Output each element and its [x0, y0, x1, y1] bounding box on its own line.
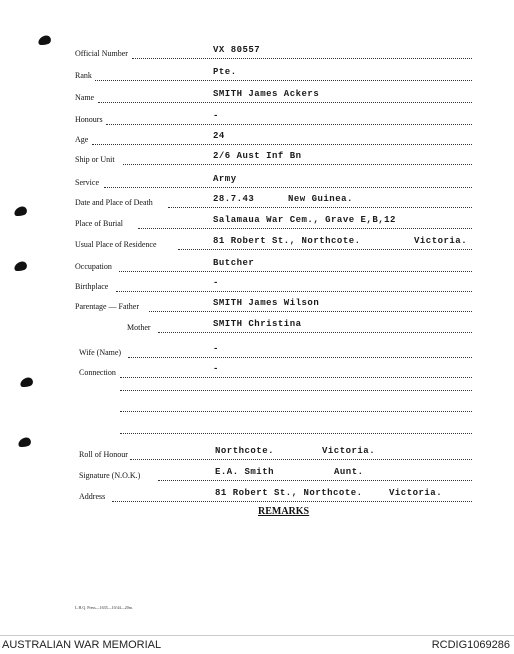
label-ship-or-unit: Ship or Unit [75, 155, 115, 164]
value-father: SMITH James Wilson [213, 298, 320, 308]
row-name [0, 89, 514, 105]
row-wife [0, 344, 514, 360]
label-age: Age [75, 135, 89, 144]
row-age [0, 131, 514, 147]
dotted-line [130, 459, 472, 460]
printer-imprint: L.H.Q. Press—1635—10/44—20m. [75, 605, 133, 610]
value-occupation: Butcher [213, 258, 255, 268]
dotted-line [98, 102, 472, 103]
row-mother [0, 319, 514, 335]
value-official-number: VX 80557 [213, 45, 261, 55]
dotted-line [168, 207, 472, 208]
row-rank [0, 67, 514, 83]
label-service: Service [75, 178, 99, 187]
dotted-line [116, 291, 472, 292]
row-ship-or-unit [0, 151, 514, 167]
dotted-line [178, 249, 472, 250]
label-address: Address [79, 492, 106, 501]
value-signature-relation: Aunt. [334, 467, 364, 477]
dotted-line [149, 311, 472, 312]
connection-blank-line-3 [120, 433, 472, 434]
value-rank: Pte. [213, 67, 237, 77]
value-place-of-burial: Salamaua War Cem., Grave E,B,12 [213, 215, 396, 225]
label-connection: Connection [79, 368, 116, 377]
label-occupation: Occupation [75, 262, 112, 271]
label-usual-residence: Usual Place of Residence [75, 240, 157, 249]
dotted-line [123, 164, 472, 165]
row-date-place-death [0, 194, 514, 210]
value-connection: - [213, 364, 219, 374]
row-place-of-burial [0, 215, 514, 231]
label-wife: Wife (Name) [79, 348, 122, 357]
dotted-line [138, 228, 472, 229]
value-roll-of-honour: Northcote. [215, 446, 275, 456]
label-official-number: Official Number [75, 49, 128, 58]
archive-footer [0, 635, 514, 654]
label-signature: Signature (N.O.K.) [79, 471, 141, 480]
value-name: SMITH James Ackers [213, 89, 320, 99]
value-birthplace: - [213, 278, 219, 288]
dotted-line [128, 357, 472, 358]
dotted-line [104, 187, 472, 188]
dotted-line [120, 377, 472, 378]
connection-blank-line-1 [120, 390, 472, 391]
row-father [0, 298, 514, 314]
value-mother: SMITH Christina [213, 319, 302, 329]
value-honours: - [213, 111, 219, 121]
dotted-line [106, 124, 472, 125]
label-birthplace: Birthplace [75, 282, 109, 291]
dotted-line [119, 271, 472, 272]
row-birthplace [0, 278, 514, 294]
value-service: Army [213, 174, 237, 184]
label-roll-of-honour: Roll of Honour [79, 450, 128, 459]
label-date-place-death: Date and Place of Death [75, 198, 153, 207]
value-usual-residence-state: Victoria. [414, 236, 468, 246]
label-place-of-burial: Place of Burial [75, 219, 123, 228]
dotted-line [132, 58, 472, 59]
row-signature [0, 467, 514, 483]
dotted-line [112, 501, 472, 502]
remarks-heading: REMARKS [258, 506, 310, 517]
row-connection [0, 364, 514, 380]
label-rank: Rank [75, 71, 92, 80]
row-honours [0, 111, 514, 127]
label-honours: Honours [75, 115, 103, 124]
row-usual-residence [0, 236, 514, 252]
row-address [0, 488, 514, 504]
dotted-line [158, 480, 472, 481]
connection-blank-line-2 [120, 411, 472, 412]
dotted-line [158, 332, 472, 333]
value-age: 24 [213, 131, 225, 141]
row-official-number [0, 45, 514, 61]
row-occupation [0, 258, 514, 274]
footer-record-id: RCDIG1069286 [431, 639, 510, 651]
value-usual-residence: 81 Robert St., Northcote. [213, 236, 361, 246]
dotted-line [95, 80, 472, 81]
value-signature: E.A. Smith [215, 467, 275, 477]
label-mother: Mother [127, 323, 151, 332]
label-name: Name [75, 93, 95, 102]
dotted-line [92, 144, 472, 145]
value-ship-or-unit: 2/6 Aust Inf Bn [213, 151, 302, 161]
value-wife: - [213, 344, 219, 354]
row-service [0, 174, 514, 190]
label-father: Parentage — Father [75, 302, 139, 311]
row-roll-of-honour [0, 446, 514, 462]
value-death-place: New Guinea. [288, 194, 353, 204]
value-address: 81 Robert St., Northcote. [215, 488, 363, 498]
footer-institution: AUSTRALIAN WAR MEMORIAL [2, 639, 162, 651]
value-death-date: 28.7.43 [213, 194, 255, 204]
value-address-state: Victoria. [389, 488, 443, 498]
value-roll-of-honour-state: Victoria. [322, 446, 376, 456]
